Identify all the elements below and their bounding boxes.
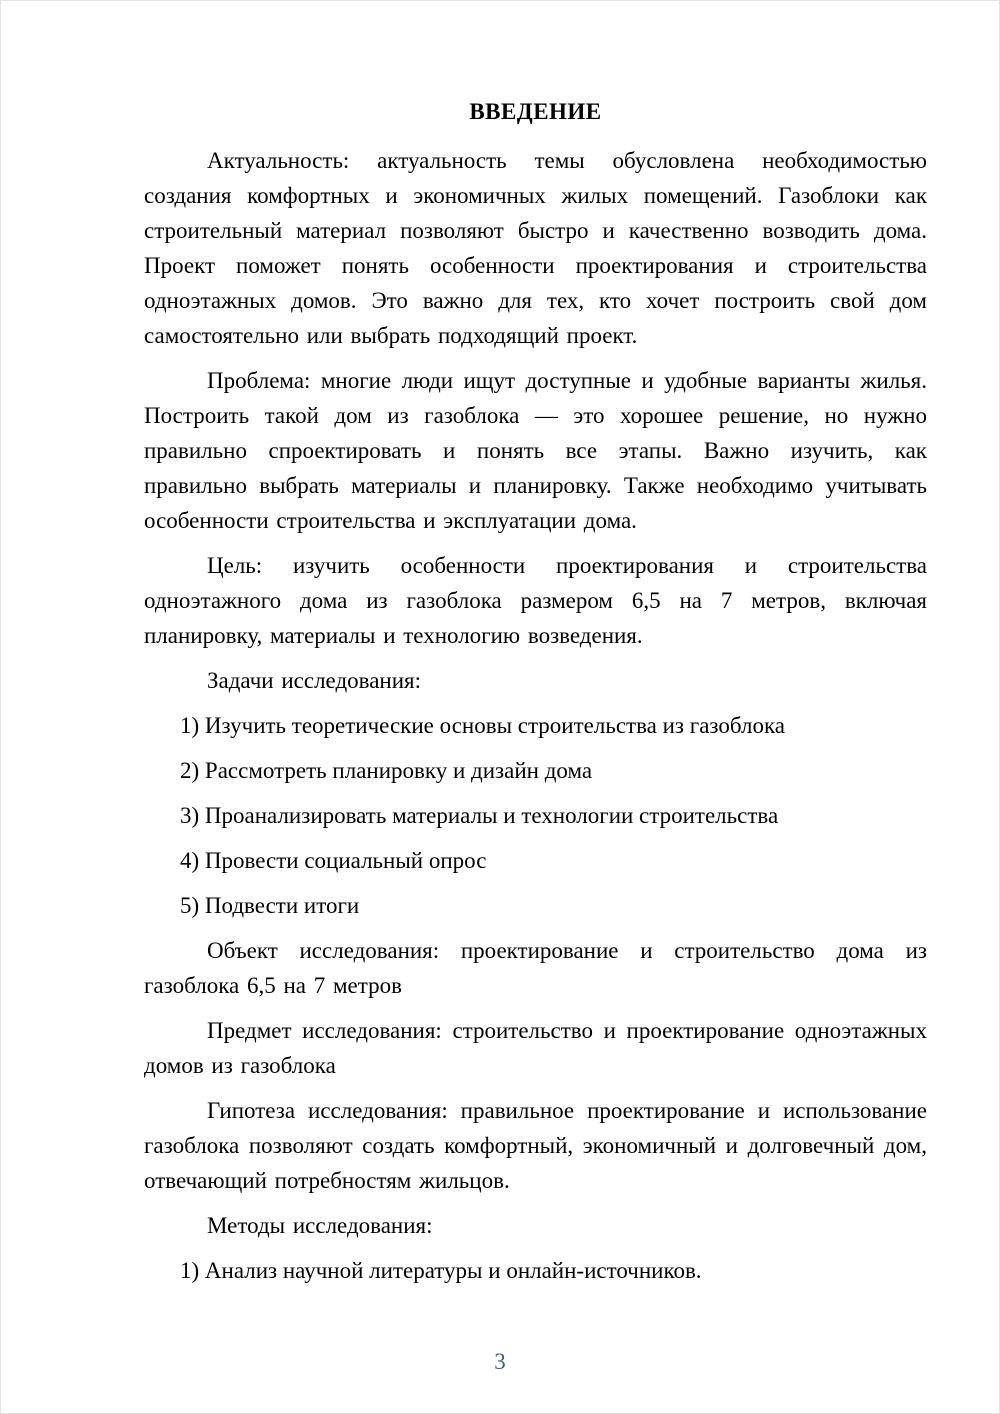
paragraph-gipoteza: Гипотеза исследования: правильное проектирование и использование газоблока позволяют создать комфортный, экономичный и долговечный дом, отвечающий потребностям жильцов. (144, 1098, 927, 1193)
paragraph-predmet: Предмет исследования: строительство и проектирование одноэтажных домов из газоблока (144, 1018, 927, 1078)
paragraph-cel: Цель: изучить особенности проектирования и строительства одноэтажного дома из газоблока размером 6,5 на 7 метров, включая планировку, материалы и технологию возведения. (144, 553, 927, 648)
list-item-task-1: 1) Изучить теоретические основы строительства из газоблока (180, 713, 785, 738)
paragraph-zadachi-heading: Задачи исследования: (207, 668, 422, 693)
paragraph-metody-heading: Методы исследования: (207, 1213, 433, 1238)
list-item-task-4: 4) Провести социальный опрос (180, 848, 487, 873)
list-item-task-3: 3) Проанализировать материалы и технологии строительства (180, 803, 779, 828)
list-item-task-2: 2) Рассмотреть планировку и дизайн дома (180, 758, 593, 783)
paragraph-aktualnost: Актуальность: актуальность темы обусловлена необходимостью создания комфортных и экономичных жилых помещений. Газоблоки как строительный материал позволяют быстро и качественно возводить дома. Проект поможет понять особенности проектирования и строительства одноэтажных домов. Это важно для тех, кто хочет построить свой дом самостоятельно или выбрать подходящий проект. (144, 148, 927, 348)
paragraph-problema: Проблема: многие люди ищут доступные и удобные варианты жилья. Построить такой дом из газоблока — это хорошее решение, но нужно правильно спроектировать и понять все этапы. Важно изучить, как правильно выбрать материалы и планировку. Также необходимо учитывать особенности строительства и эксплуатации дома. (144, 368, 927, 533)
list-item-method-1: 1) Анализ научной литературы и онлайн-источников. (180, 1258, 702, 1283)
page-number: 3 (494, 1349, 506, 1374)
document-title: ВВЕДЕНИЕ (469, 99, 602, 124)
list-item-task-5: 5) Подвести итоги (180, 893, 360, 918)
paragraph-obekt: Объект исследования: проектирование и строительство дома из газоблока 6,5 на 7 метров (144, 938, 927, 998)
